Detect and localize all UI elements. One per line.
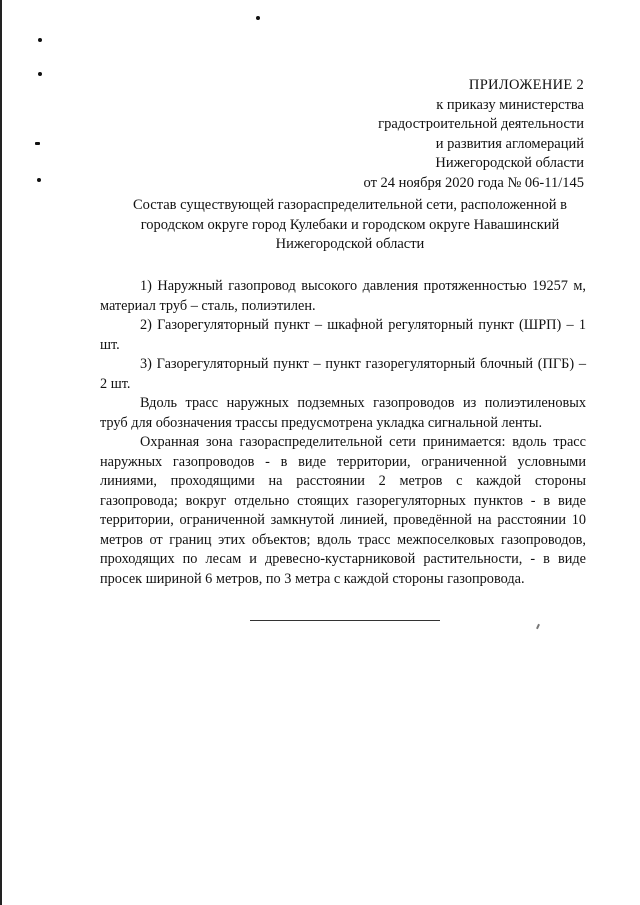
document-title [110, 196, 590, 255]
binding-hole-dot [38, 72, 42, 76]
header-line: к приказу министерства [436, 96, 584, 113]
header-order-date: от 24 ноября 2020 года № 06-11/145 [363, 174, 584, 191]
binding-hole-dot [256, 16, 260, 20]
body-paragraph-protection-zone: Охранная зона газораспределительной сети принимается: вдоль трасс наружных газопроводов - в виде территории, ограниченной условными линиями, проходящими на расстоянии 2 метров с каждой стороны газопровода; вокруг отдельно стоящих газорегуляторных пунктов - в виде территории, ограниченной замкнутой линией, проведённой на расстоянии 10 метров от границ этих объектов; вдоль трасс межпоселковых газопроводов, проходящих по лесам и древесно-кустарниковой растительности, - в виде просек шириной 6 метров, по 3 метра с каждой стороны газопровода. [100, 434, 586, 587]
binding-hole-dot [37, 178, 41, 182]
title-line: городском округе город Кулебаки и городском округе Навашинский [140, 216, 560, 233]
end-divider [250, 620, 440, 621]
header-line: градостроительной деятельности [378, 116, 584, 132]
body-paragraph-shrp: 2) Газорегуляторный пункт – шкафной регуляторный пункт (ШРП) – 1 шт. [100, 317, 586, 353]
body-paragraph-pipeline: 1) Наружный газопровод высокого давления протяженностью 19257 м, материал труб – сталь, полиэтилен. [100, 278, 586, 314]
title-line: Нижегородской области [275, 236, 425, 252]
page-left-edge [0, 0, 2, 905]
header-line: и развития агломераций [435, 135, 584, 152]
appendix-header [284, 76, 584, 193]
appendix-number: ПРИЛОЖЕНИЕ 2 [468, 77, 584, 93]
document-body [100, 277, 586, 589]
body-paragraph-signal-tape: Вдоль трасс наружных подземных газопроводов из полиэтиленовых труб для обозначения трассы предусмотрена укладка сигнальной ленты. [100, 395, 586, 431]
title-line: Состав существующей газораспределительной сети, расположенной в [133, 197, 567, 213]
binding-hole-dot [38, 38, 42, 42]
binding-hole-dot [35, 142, 40, 145]
body-paragraph-pgb: 3) Газорегуляторный пункт – пункт газорегуляторный блочный (ПГБ) – 2 шт. [100, 356, 586, 392]
header-line: Нижегородской области [435, 155, 584, 171]
scan-mark [536, 624, 540, 629]
